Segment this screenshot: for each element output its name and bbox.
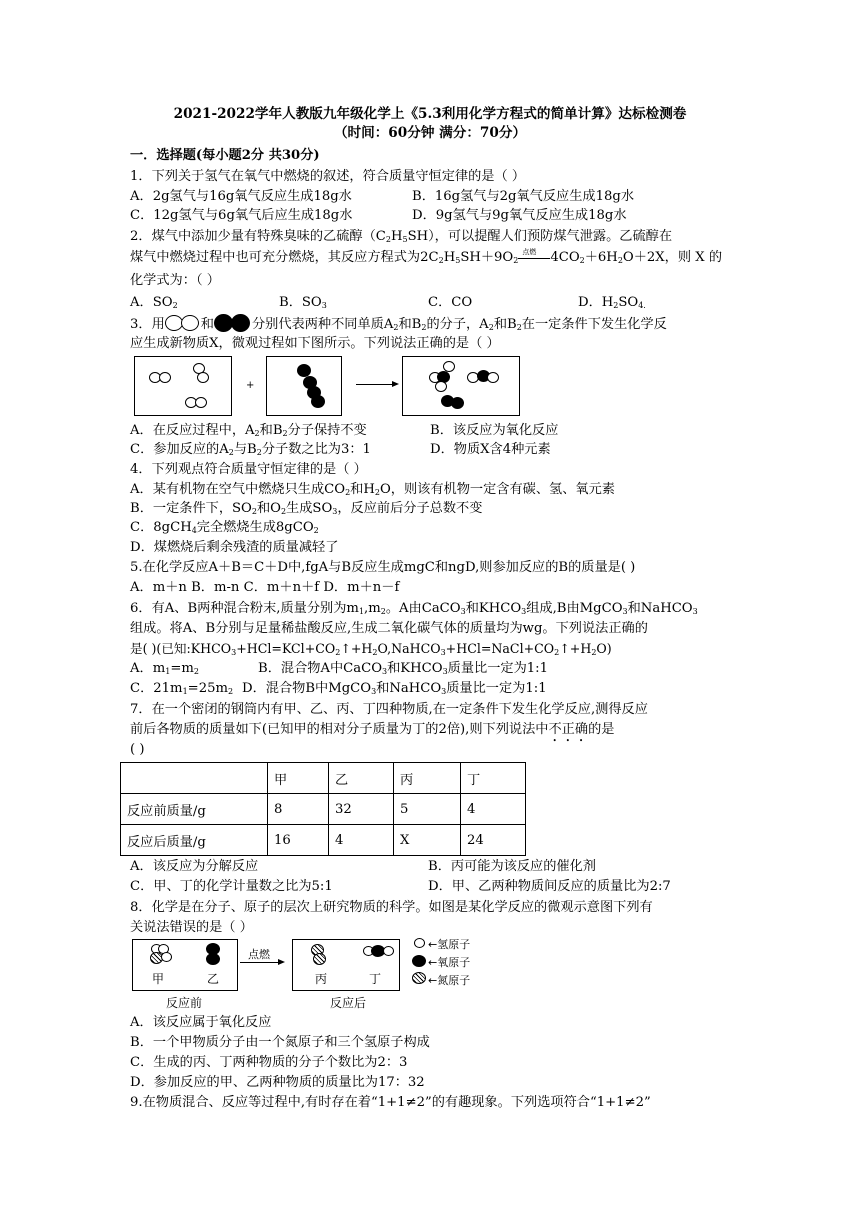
table-row (121, 794, 526, 825)
reaction-arrow-icon (240, 962, 280, 963)
table-row (121, 825, 526, 856)
q8-option-a: A．该反应属于氧化反应 (130, 1015, 272, 1030)
q4-stem: 4．下列观点符合质量守恒定律的是（ ） (130, 462, 367, 477)
label-yi: 乙 (207, 972, 220, 986)
q5-stem: 5.在化学反应A＋B＝C＋D中,fgA与B反应生成mgC和ngD,则参加反应的B的质量是( ) (130, 560, 636, 575)
table-cell: 5 (394, 794, 461, 825)
reactant-a2-box (134, 356, 232, 416)
q1-option-a: A．2g氢气与16g氧气反应生成18g水 (130, 189, 352, 204)
b2-molecule-icon (214, 314, 252, 332)
q6-stem-line3: 是( )(已知$:KHCO_3+HCl=KCl+CO_2↑+H_2O,NaHCO_3+HCl=NaCl+CO_2↑+H_2O$) (130, 641, 612, 657)
q6-option-b: B．混合物A中CaCO$_3$和$KHCO_3$质量比一定为1:1 (258, 661, 549, 676)
table-header-cell (121, 763, 268, 794)
q1-stem: 1．下列关于氢气在氧气中燃烧的叙述，符合质量守恒定律的是（ ） (130, 169, 526, 184)
q3-stem-line1: 3．用 和 分别代表两种不同单质$A_2$和$B_2$的分子，$A_2$和$B_2$在一定条件下发生化学反 (130, 314, 667, 334)
q6-stem-line2: 组成。将A、B分别与足量稀盐酸反应,生成二氧化碳气体的质量均为wg。下列说法正确的 (130, 621, 648, 636)
q8-option-c: C．生成的丙、丁两种物质的分子个数比为2：3 (130, 1055, 408, 1070)
q6-option-c: C．$21m_1=25m_2$ (130, 681, 234, 696)
q2-option-d: D．$H_2SO_{4.}$ (578, 295, 646, 310)
table-header-row (121, 763, 526, 794)
q2-stem-line2: 煤气中燃烧过程中也可充分燃烧，其反应方程式为$2C_2H_5SH+9O_2$ 点燃 $4CO_2+6H_2O+2X$，则 X 的 (130, 248, 723, 265)
q1-option-c: C．12g氢气与6g氧气后应生成18g水 (130, 208, 353, 223)
plus-sign: + (246, 380, 255, 391)
hydrogen-atom-icon (414, 938, 425, 948)
q4-option-b: B．一定条件下，$SO_2$和$O_2$生成$SO_3$，反应前后分子总数不变 (130, 501, 483, 516)
q7-mass-table (120, 762, 526, 856)
exam-title: 2021-2022学年人教版九年级化学上《5.3利用化学方程式的简单计算》达标检测卷 (173, 106, 687, 122)
exam-time-score: （时间：60分钟 满分：70分） (333, 125, 527, 141)
q7-option-a: A．该反应为分解反应 (130, 859, 259, 874)
reaction-arrowhead-icon (278, 959, 285, 965)
table-cell: 反应后质量/g (121, 825, 268, 856)
table-cell: X (394, 825, 461, 856)
q2-option-b: B．$SO_3$ (279, 295, 327, 310)
a2-molecule-icon (165, 315, 201, 331)
table-cell: 24 (461, 825, 526, 856)
q7-stem-line3: ( ) (130, 742, 145, 757)
product-x-box (402, 356, 520, 416)
table-cell: 4 (329, 825, 394, 856)
q6-option-a: A．$m_1=m_2$ (130, 661, 199, 676)
q7-option-c: C．甲、丁的化学计量数之比为5:1 (130, 879, 333, 894)
table-cell: 反应前质量/g (121, 794, 268, 825)
q8-stem-line1: 8．化学是在分子、原子的层次上研究物质的科学。如图是某化学反应的微观示意图下列有 (130, 900, 653, 915)
table-header-cell: 乙 (329, 763, 394, 794)
label-jia: 甲 (152, 972, 165, 986)
q8-stem-line2: 关说法错误的是（ ） (130, 920, 253, 935)
after-box (292, 939, 400, 991)
q4-option-d: D．煤燃烧后剩余残渣的质量减轻了 (130, 540, 339, 555)
reaction-arrowhead-icon (392, 381, 399, 387)
q3-stem-line2: 应生成新物质X，微观过程如下图所示。下列说法正确的是（ ） (130, 336, 500, 351)
q4-option-a: A．某有机物在空气中燃烧只生成$CO_2$和$H_2O$，则该有机物一定含有碳、氢、氧元素 (130, 482, 615, 497)
q8-option-d: D．参加反应的甲、乙两种物质的质量比为17：32 (130, 1075, 425, 1090)
label-bing: 丙 (315, 972, 328, 986)
legend-oxygen: ←氧原子 (428, 956, 471, 969)
table-cell: 32 (329, 794, 394, 825)
q2-stem-line3: 化学式为：（ ） (130, 273, 220, 288)
q1-option-b: B．16g氢气与2g氧气反应生成18g水 (412, 189, 635, 204)
q9-stem-line1: 9.在物质混合、反应等过程中,有时存在着“1+1≠2”的有趣现象。下列选项符合“1+1≠2” (130, 1095, 651, 1110)
q3-option-b: B．该反应为氧化反应 (430, 423, 559, 438)
label-ding: 丁 (369, 972, 382, 986)
nitrogen-atom-icon (412, 972, 426, 984)
q3-option-c: C．参加反应的$A_2$与$B_2$分子数之比为3：1 (130, 442, 371, 457)
q8-option-b: B．一个甲物质分子由一个氮原子和三个氢原子构成 (130, 1035, 430, 1050)
legend-nitrogen: ←氮原子 (428, 974, 471, 987)
q7-stem-line2: 前后各物质的质量如下(已知甲的相对分子质量为丁的2倍),则下列说法中不正确的是 (130, 722, 615, 737)
q6-stem-line1: 6．有A、B两种混合粉末,质量分别为$m_1,m_2$。A由CaCO$_3$和$KHCO_3$组成,B由MgCO$_3$和NaHCO$_3$ (130, 601, 698, 616)
table-header-cell: 丙 (394, 763, 461, 794)
q1-option-d: D．9g氢气与9g氧气反应生成18g水 (412, 208, 627, 223)
table-header-cell: 甲 (268, 763, 329, 794)
condition-ignite: 点燃 (248, 948, 270, 961)
q2-option-a: A．$SO_2$ (130, 295, 178, 310)
q6-option-d: D．混合物B中MgCO$_3$和NaHCO$_3$质量比一定为1:1 (242, 681, 547, 696)
table-header-cell: 丁 (461, 763, 526, 794)
q7-stem-line1: 7．在一个密闭的钢筒内有甲、乙、丙、丁四种物质,在一定条件下发生化学反应,测得反应 (130, 702, 648, 717)
q7-option-b: B．丙可能为该反应的催化剂 (428, 859, 596, 874)
label-before: 反应前 (166, 996, 203, 1010)
table-cell: 16 (268, 825, 329, 856)
before-box (132, 939, 238, 991)
legend-hydrogen: ←氢原子 (428, 938, 471, 951)
q3-option-d: D．物质X含4种元素 (430, 442, 551, 457)
label-after: 反应后 (330, 996, 367, 1010)
q3-option-a: A．在反应过程中，$A_2$和$B_2$分子保持不变 (130, 423, 367, 438)
reaction-arrow-icon (356, 384, 394, 385)
emphasis-not-correct: 不正确 (548, 722, 589, 737)
q2-option-c: C．CO (428, 295, 473, 310)
table-cell: 4 (461, 794, 526, 825)
table-cell: 8 (268, 794, 329, 825)
reactant-b2-box (266, 356, 342, 416)
section-heading: 一．选择题(每小题2分 共30分) (130, 148, 320, 163)
q7-option-d: D．甲、乙两种物质间反应的质量比为2:7 (428, 879, 671, 894)
reaction-arrow-ignite: 点燃 (518, 251, 550, 261)
q5-options: A．m＋n B．m-n C．m＋n＋f D．m＋n－f (130, 580, 400, 595)
oxygen-atom-icon (412, 955, 426, 967)
q4-option-c: C．8gCH$_4$完全燃烧生成8gCO$_2$ (130, 520, 319, 535)
q2-stem-line1: 2．煤气中添加少量有特殊臭味的乙硫醇$(C_2H_5SH)$，可以提醒人们预防煤气泄露。乙硫醇在 (130, 229, 673, 244)
